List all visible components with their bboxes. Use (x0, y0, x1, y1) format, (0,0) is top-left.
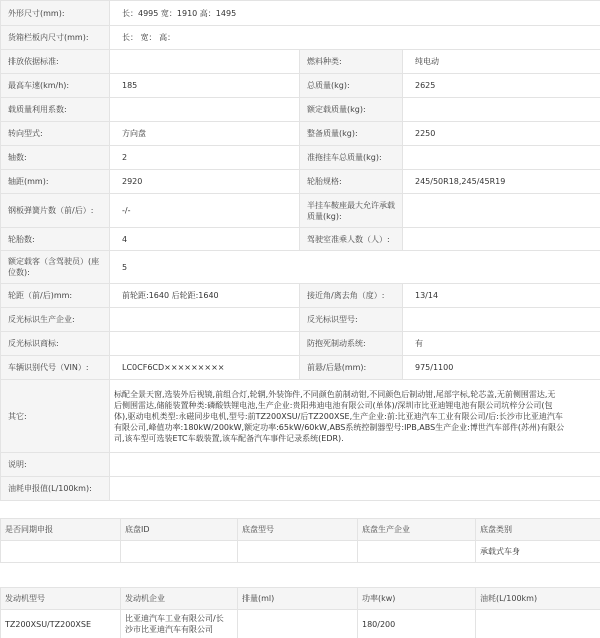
chassis-concurrent-cell (1, 541, 121, 563)
engine-company-cell (121, 610, 238, 638)
rated-load-value (403, 98, 600, 122)
spec-row-dimensions (1, 1, 600, 26)
other-line: 有限公司,峰值功率:180kW/200kW,额定功率:65kW/60kW,ABS系统控制器型号:IPB,ABS生产企业:博世汽车部件(苏州)有限公 (114, 422, 565, 432)
fuel-report-label: 油耗申报值(L/100km): (1, 477, 110, 501)
approach-value: 13/14 (403, 284, 600, 308)
other-line: 后侧围雷达,储能装置种类:磷酸铁锂电池,生产企业:贵阳弗迪电池有限公司(单体)/深圳市比亚迪锂电池有限公司坑梓分公司(包 (114, 400, 553, 410)
chassis-header-id: 底盘ID (121, 519, 238, 541)
chassis-header-company: 底盘生产企业 (358, 519, 476, 541)
dimensions-label: 外形尺寸(mm): (1, 1, 110, 26)
load-util-value (110, 98, 300, 122)
trailer-mass-label: 准拖挂车总质量(kg): (300, 146, 403, 170)
trailer-mass-value (403, 146, 600, 170)
fuel-value: 纯电动 (403, 50, 600, 74)
wheelbase-value: 2920 (110, 170, 300, 194)
max-speed-value: 185 (110, 74, 300, 98)
spec-row-reflector-brand (1, 332, 600, 356)
engine-header-company: 发动机企业 (121, 588, 238, 610)
other-label: 其它: (1, 380, 110, 453)
spec-row-seats (1, 251, 600, 284)
vin-value: LC0CF6CD××××××××× (110, 356, 300, 380)
saddle-value (403, 194, 600, 228)
other-line: 体),驱动电机类型:永磁同步电机,型号:前TZ200XSU/后TZ200XSE,生产企业:前:比亚迪汽车工业有限公司/后:长沙市比亚迪汽车 (114, 411, 563, 421)
track-label: 轮距（前/后)mm: (1, 284, 110, 308)
wheelbase-label: 轴距(mm): (1, 170, 110, 194)
cab-passengers-label: 驾驶室准乘人数（人）: (300, 228, 403, 251)
spec-row-leaf-spring (1, 194, 600, 228)
engine-consumption-cell (476, 610, 600, 638)
seats-value: 5 (110, 251, 600, 284)
spec-row-track (1, 284, 600, 308)
chassis-header-concurrent: 是否同期申报 (1, 519, 121, 541)
other-value (110, 380, 600, 453)
spec-row-notes (1, 453, 600, 477)
engine-company-line: 比亚迪汽车工业有限公司/长 (125, 614, 224, 623)
reflector-brand-value (110, 332, 300, 356)
axles-label: 轴数: (1, 146, 110, 170)
spec-row-load-util (1, 98, 600, 122)
other-line: 司,该车型可选装ETC车载装置,该车配备汽车事件记录系统(EDR). (114, 433, 344, 443)
reflector-company-value (110, 308, 300, 332)
total-mass-value: 2625 (403, 74, 600, 98)
spec-row-axles (1, 146, 600, 170)
chassis-company-cell (358, 541, 476, 563)
emission-value (110, 50, 300, 74)
engine-table (0, 587, 600, 638)
table-row (1, 541, 600, 563)
tire-count-label: 轮胎数: (1, 228, 110, 251)
total-mass-label: 总质量(kg): (300, 74, 403, 98)
seats-label: 额定载客（含驾驶员）(座位数): (1, 251, 110, 284)
fuel-report-value (110, 477, 600, 501)
reflector-company-label: 反光标识生产企业: (1, 308, 110, 332)
emission-label: 排放依据标准: (1, 50, 110, 74)
chassis-table (0, 518, 600, 563)
other-line: 标配全景天窗,选装外后视镜,前组合灯,轮辋,外装饰件,不同颜色前制动钳,不同颜色后制动钳,尾部字标,轮芯盖,无前侧围雷达,无 (114, 389, 556, 399)
chassis-category-cell: 承载式车身 (476, 541, 600, 563)
steering-value: 方向盘 (110, 122, 300, 146)
spec-row-cargo-box (1, 26, 600, 50)
cab-passengers-value (403, 228, 600, 251)
spec-row-reflector-company (1, 308, 600, 332)
engine-power-cell: 180/200 (358, 610, 476, 638)
leaf-spring-value: -/- (110, 194, 300, 228)
spec-row-tire-count (1, 228, 600, 251)
curb-mass-value: 2250 (403, 122, 600, 146)
rated-load-label: 额定载质量(kg): (300, 98, 403, 122)
cargo-box-value: 长： 宽： 高： (110, 26, 600, 50)
vin-label: 车辆识别代号（VIN）: (1, 356, 110, 380)
engine-header-row (1, 588, 600, 610)
engine-header-consumption: 油耗(L/100km) (476, 588, 600, 610)
abs-value: 有 (403, 332, 600, 356)
spec-row-emission (1, 50, 600, 74)
spec-row-steering (1, 122, 600, 146)
reflector-brand-label: 反光标识商标: (1, 332, 110, 356)
spec-row-wheelbase (1, 170, 600, 194)
reflector-model-label: 反光标识型号: (300, 308, 403, 332)
dimensions-value: 长：4995 宽：1910 高：1495 (110, 1, 600, 26)
overhang-value: 975/1100 (403, 356, 600, 380)
spec-row-vin (1, 356, 600, 380)
tire-value: 245/50R18,245/45R19 (403, 170, 600, 194)
approach-label: 接近角/离去角（度）: (300, 284, 403, 308)
saddle-label: 半挂车鞍座最大允许承载质量(kg): (300, 194, 403, 228)
spec-row-other (1, 380, 600, 453)
track-value: 前轮距:1640 后轮距:1640 (110, 284, 300, 308)
chassis-header-category: 底盘类别 (476, 519, 600, 541)
load-util-label: 载质量利用系数: (1, 98, 110, 122)
engine-header-displacement: 排量(ml) (238, 588, 358, 610)
chassis-header-row (1, 519, 600, 541)
engine-model-cell: TZ200XSU/TZ200XSE (1, 610, 121, 638)
fuel-label: 燃料种类: (300, 50, 403, 74)
curb-mass-label: 整备质量(kg): (300, 122, 403, 146)
tire-label: 轮胎规格: (300, 170, 403, 194)
spec-row-fuel-report (1, 477, 600, 501)
engine-header-power: 功率(kw) (358, 588, 476, 610)
spec-row-max-speed (1, 74, 600, 98)
max-speed-label: 最高车速(km/h): (1, 74, 110, 98)
notes-value (110, 453, 600, 477)
abs-label: 防抱死制动系统: (300, 332, 403, 356)
engine-company-line: 沙市比亚迪汽车有限公司 (125, 625, 213, 634)
table-row (1, 610, 600, 638)
leaf-spring-label: 钢板弹簧片数（前/后）: (1, 194, 110, 228)
reflector-model-value (403, 308, 600, 332)
axles-value: 2 (110, 146, 300, 170)
chassis-header-model: 底盘型号 (238, 519, 358, 541)
chassis-model-cell (238, 541, 358, 563)
notes-label: 说明: (1, 453, 110, 477)
chassis-id-cell (121, 541, 238, 563)
engine-header-model: 发动机型号 (1, 588, 121, 610)
steering-label: 转向型式: (1, 122, 110, 146)
engine-displacement-cell (238, 610, 358, 638)
tire-count-value: 4 (110, 228, 300, 251)
cargo-box-label: 货箱栏板内尺寸(mm): (1, 26, 110, 50)
overhang-label: 前悬/后悬(mm): (300, 356, 403, 380)
